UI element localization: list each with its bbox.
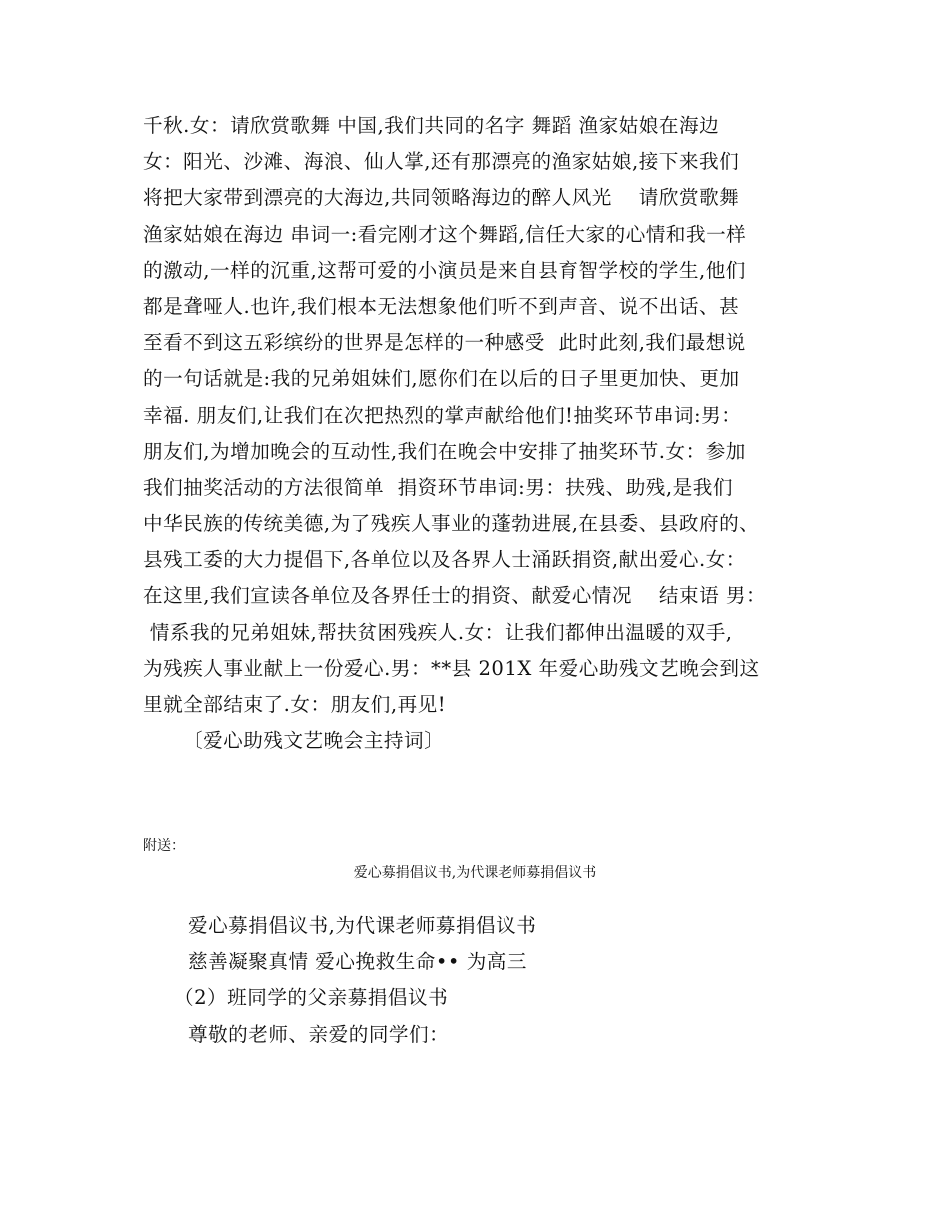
body-line: 至看不到这五彩缤纷的世界是怎样的一种感受 此时此刻,我们最想说 (143, 331, 746, 355)
appendix-line: 慈善凝聚真情 爱心挽救生命•• 为高三 (188, 950, 527, 974)
body-line: 将把大家带到漂亮的大海边,共同领略海边的醉人风光 请欣赏歌舞 (143, 186, 740, 210)
body-line: 我们抽奖活动的方法很简单 捐资环节串词:男：扶残、助残,是我们 (143, 475, 733, 499)
body-line: 的一句话就是:我的兄弟姐妹们,愿你们在以后的日子里更加快、更加 (143, 367, 740, 391)
body-line: 在这里,我们宣读各单位及各界任士的捐资、献爱心情况 结束语 男： (143, 584, 767, 608)
appendix-line: 尊敬的老师、亲爱的同学们： (188, 1022, 450, 1046)
body-line: 朋友们,为增加晚会的互动性,我们在晚会中安排了抽奖环节.女：参加 (143, 439, 746, 463)
body-line: 里就全部结束了.女：朋友们,再见! (143, 693, 447, 716)
body-line: 情系我的兄弟姐妹,帮扶贫困残疾人.女：让我们都伸出温暖的双手, (143, 620, 733, 644)
appendix-title: 爱心募捐倡议书,为代课老师募捐倡议书 (353, 865, 597, 881)
body-line: 为残疾人事业献上一份爱心.男：**县 201X 年爱心助残文艺晚会到这 (143, 656, 760, 680)
appendix-line: 爱心募捐倡议书,为代课老师募捐倡议书 (188, 914, 537, 937)
body-line: 渔家姑娘在海边 串词一:看完刚才这个舞蹈,信任大家的心情和我一样 (143, 222, 747, 246)
body-line: 中华民族的传统美德,为了残疾人事业的蓬勃进展,在县委、县政府的、 (143, 512, 760, 536)
body-line: 都是聋哑人.也许,我们根本无法想象他们听不到声音、说不出话、甚 (143, 294, 740, 318)
body-line: 县残工委的大力提倡下,各单位以及各界人士涌跃捐资,献出爱心.女： (143, 548, 746, 572)
body-line: 的激动,一样的沉重,这帮可爱的小演员是来自县育智学校的学生,他们 (143, 258, 746, 282)
body-line: 女：阳光、沙滩、海浪、仙人掌,还有那漂亮的渔家姑娘,接下来我们 (143, 150, 740, 174)
appendix-line: （2）班同学的父亲募捐倡议书 (174, 986, 449, 1010)
document-signature: 〔爱心助残文艺晚会主持词〕 (183, 729, 445, 753)
appendix-body (174, 908, 808, 1053)
body-line: 幸福. 朋友们,让我们在次把热烈的掌声献给他们!抽奖环节串词:男： (143, 403, 742, 427)
body-line: 千秋.女：请欣赏歌舞 中国,我们共同的名字 舞蹈 渔家姑娘在海边 (143, 114, 720, 137)
host-script-body (143, 108, 833, 759)
appendix-label: 附送： (143, 838, 185, 854)
